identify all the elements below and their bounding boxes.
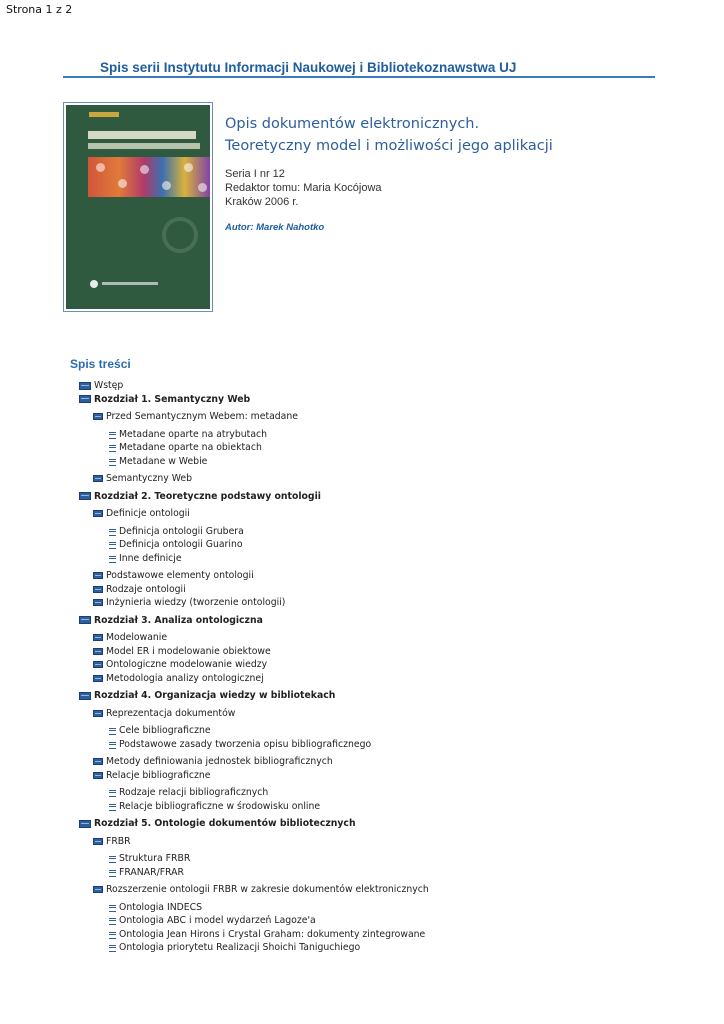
toc-chapter-item[interactable]: [79, 490, 321, 503]
toc-item-label: Rozdział 4. Organizacja wiedzy w bibliotekach: [94, 690, 336, 701]
toc-subsection-item[interactable]: [109, 724, 211, 737]
toc-chapter-item[interactable]: [79, 817, 356, 830]
document-icon: [109, 917, 116, 924]
toc-item-label: Metody definiowania jednostek bibliograficznych: [106, 756, 333, 767]
toc-item-label: FRANAR/FRAR: [119, 866, 184, 878]
document-icon: [93, 599, 103, 606]
toc-item-label: Rozdział 2. Teoretyczne podstawy ontologii: [94, 490, 321, 502]
cover-illustration: [88, 157, 210, 197]
document-icon: [109, 944, 116, 951]
toc-subsection-item[interactable]: [109, 455, 207, 468]
toc-item-label: Rozdział 5. Ontologie dokumentów bibliotecznych: [94, 818, 356, 829]
document-icon: [79, 382, 91, 390]
toc-item-label: Inżynieria wiedzy (tworzenie ontologii): [106, 597, 286, 608]
document-icon: [93, 510, 103, 517]
document-icon: [109, 869, 116, 876]
toc-subsection-item[interactable]: [109, 866, 184, 879]
document-icon: [109, 931, 116, 938]
document-icon: [109, 541, 116, 548]
toc-subsection-item[interactable]: [109, 525, 244, 538]
toc-subsection-item[interactable]: [109, 428, 267, 441]
toc-item-label: Definicja ontologii Grubera: [119, 525, 244, 537]
toc-item-label: Rodzaje ontologii: [106, 583, 186, 595]
at-symbol-icon: [162, 217, 198, 253]
document-icon: [93, 475, 103, 482]
document-icon: [93, 710, 103, 717]
title-divider: [63, 76, 655, 78]
toc-section-item[interactable]: [93, 596, 285, 609]
toc-section-item[interactable]: [93, 583, 186, 596]
toc-subsection-item[interactable]: [109, 786, 268, 799]
toc-section-item[interactable]: [93, 707, 235, 720]
toc-section-item[interactable]: [93, 631, 167, 644]
toc-section-item[interactable]: [93, 883, 429, 896]
toc-item-label: Ontologiczne modelowanie wiedzy: [106, 659, 268, 670]
book-place-year: Kraków 2006 r.: [225, 196, 299, 208]
document-icon: [109, 789, 116, 796]
toc-subsection-item[interactable]: [109, 441, 262, 454]
toc-item-label: Definicja ontologii Guarino: [119, 539, 243, 550]
toc-chapter-item[interactable]: [79, 379, 123, 392]
toc-section-item[interactable]: [93, 507, 190, 520]
document-icon: [109, 444, 116, 451]
document-icon: [79, 616, 91, 624]
toc-subsection-item[interactable]: [109, 941, 360, 954]
document-icon: [93, 648, 103, 655]
book-title: [225, 113, 695, 157]
document-icon: [93, 838, 103, 845]
toc-item-label: Rozdział 1. Semantyczny Web: [94, 393, 251, 405]
toc-item-label: Metadane w Webie: [119, 455, 208, 467]
toc-heading: Spis treści: [70, 357, 131, 371]
toc-section-item[interactable]: [93, 658, 267, 671]
toc-item-label: Przed Semantycznym Webem: metadane: [106, 411, 298, 422]
toc-section-item[interactable]: [93, 769, 211, 782]
document-icon: [93, 661, 103, 668]
toc-subsection-item[interactable]: [109, 852, 190, 865]
toc-section-item[interactable]: [93, 472, 192, 485]
document-icon: [93, 772, 103, 779]
toc-section-item[interactable]: [93, 645, 271, 658]
toc-item-label: Struktura FRBR: [119, 853, 191, 864]
document-icon: [109, 458, 116, 465]
toc-item-label: Metadane oparte na obiektach: [119, 442, 262, 453]
document-icon: [109, 855, 116, 862]
toc-section-item[interactable]: [93, 569, 254, 582]
toc-subsection-item[interactable]: [109, 901, 202, 914]
book-title-line-1: Opis dokumentów elektronicznych.: [225, 116, 480, 132]
document-icon: [109, 727, 116, 734]
book-editor: Redaktor tomu: Maria Kocójowa: [225, 182, 382, 194]
document-icon: [109, 803, 116, 810]
document-icon: [93, 634, 103, 641]
book-title-line-2: Teoretyczny model i możliwości jego aplikacji: [225, 138, 553, 154]
toc-item-label: Reprezentacja dokumentów: [106, 707, 236, 719]
document-icon: [93, 758, 103, 765]
toc-section-item[interactable]: [93, 672, 264, 685]
toc-item-label: Podstawowe elementy ontologii: [106, 570, 254, 581]
toc-item-label: Cele bibliograficzne: [119, 725, 211, 736]
toc-chapter-item[interactable]: [79, 393, 250, 406]
toc-subsection-item[interactable]: [109, 800, 320, 813]
toc-section-item[interactable]: [93, 835, 131, 848]
toc-item-label: Metodologia analizy ontologicznej: [106, 672, 264, 684]
document-icon: [93, 886, 103, 893]
book-series: Seria I nr 12: [225, 168, 285, 180]
toc-item-label: Podstawowe zasady tworzenia opisu bibliograficznego: [119, 738, 372, 750]
document-icon: [79, 820, 91, 828]
document-icon: [93, 586, 103, 593]
toc-section-item[interactable]: [93, 410, 298, 423]
toc-subsection-item[interactable]: [109, 928, 425, 941]
toc-item-label: Model ER i modelowanie obiektowe: [106, 645, 271, 657]
series-title: Spis serii Instytutu Informacji Naukowej i Bibliotekoznawstwa UJ: [100, 60, 517, 75]
page-number-header: Strona 1 z 2: [6, 3, 73, 16]
toc-item-label: Ontologia Jean Hirons i Crystal Graham: dokumenty zintegrowane: [119, 928, 426, 940]
book-cover-artwork: [66, 105, 210, 309]
toc-item-label: Modelowanie: [106, 632, 168, 643]
toc-section-item[interactable]: [93, 755, 333, 768]
toc-chapter-item[interactable]: [79, 689, 335, 702]
document-icon: [109, 555, 116, 562]
toc-subsection-item[interactable]: [109, 914, 316, 927]
toc-item-label: Relacje bibliograficzne w środowisku online: [119, 800, 321, 812]
toc-item-label: Ontologia priorytetu Realizacji Shoichi Taniguchiego: [119, 942, 361, 953]
toc-item-label: Ontologia ABC i model wydarzeń Lagoze'a: [119, 915, 316, 926]
toc-item-label: Ontologia INDECS: [119, 901, 203, 913]
document-icon: [93, 413, 103, 420]
book-cover-image: [63, 102, 213, 312]
toc-item-label: Semantyczny Web: [106, 473, 193, 484]
document-icon: [79, 395, 91, 403]
toc-subsection-item[interactable]: [109, 538, 243, 551]
toc-subsection-item[interactable]: [109, 552, 182, 565]
toc-item-label: Relacje bibliograficzne: [106, 769, 211, 781]
document-icon: [93, 572, 103, 579]
document-icon: [79, 492, 91, 500]
document-icon: [109, 431, 116, 438]
toc-item-label: Rozdział 3. Analiza ontologiczna: [94, 614, 263, 626]
book-author-link[interactable]: Autor: Marek Nahotko: [225, 222, 325, 233]
document-icon: [93, 675, 103, 682]
toc-item-label: FRBR: [106, 835, 131, 847]
toc-item-label: Inne definicje: [119, 552, 182, 564]
toc-item-label: Definicje ontologii: [106, 508, 190, 519]
toc-chapter-item[interactable]: [79, 614, 263, 627]
document-icon: [109, 904, 116, 911]
document-icon: [79, 692, 91, 700]
document-icon: [109, 741, 116, 748]
toc-item-label: Metadane oparte na atrybutach: [119, 428, 268, 440]
document-icon: [109, 528, 116, 535]
book-details: [225, 167, 382, 209]
toc-item-label: Rozszerzenie ontologii FRBR w zakresie dokumentów elektronicznych: [106, 884, 429, 895]
toc-subsection-item[interactable]: [109, 738, 371, 751]
publisher-logo-icon: [90, 280, 98, 288]
toc-item-label: Wstęp: [94, 380, 124, 391]
toc-item-label: Rodzaje relacji bibliograficznych: [119, 787, 269, 798]
